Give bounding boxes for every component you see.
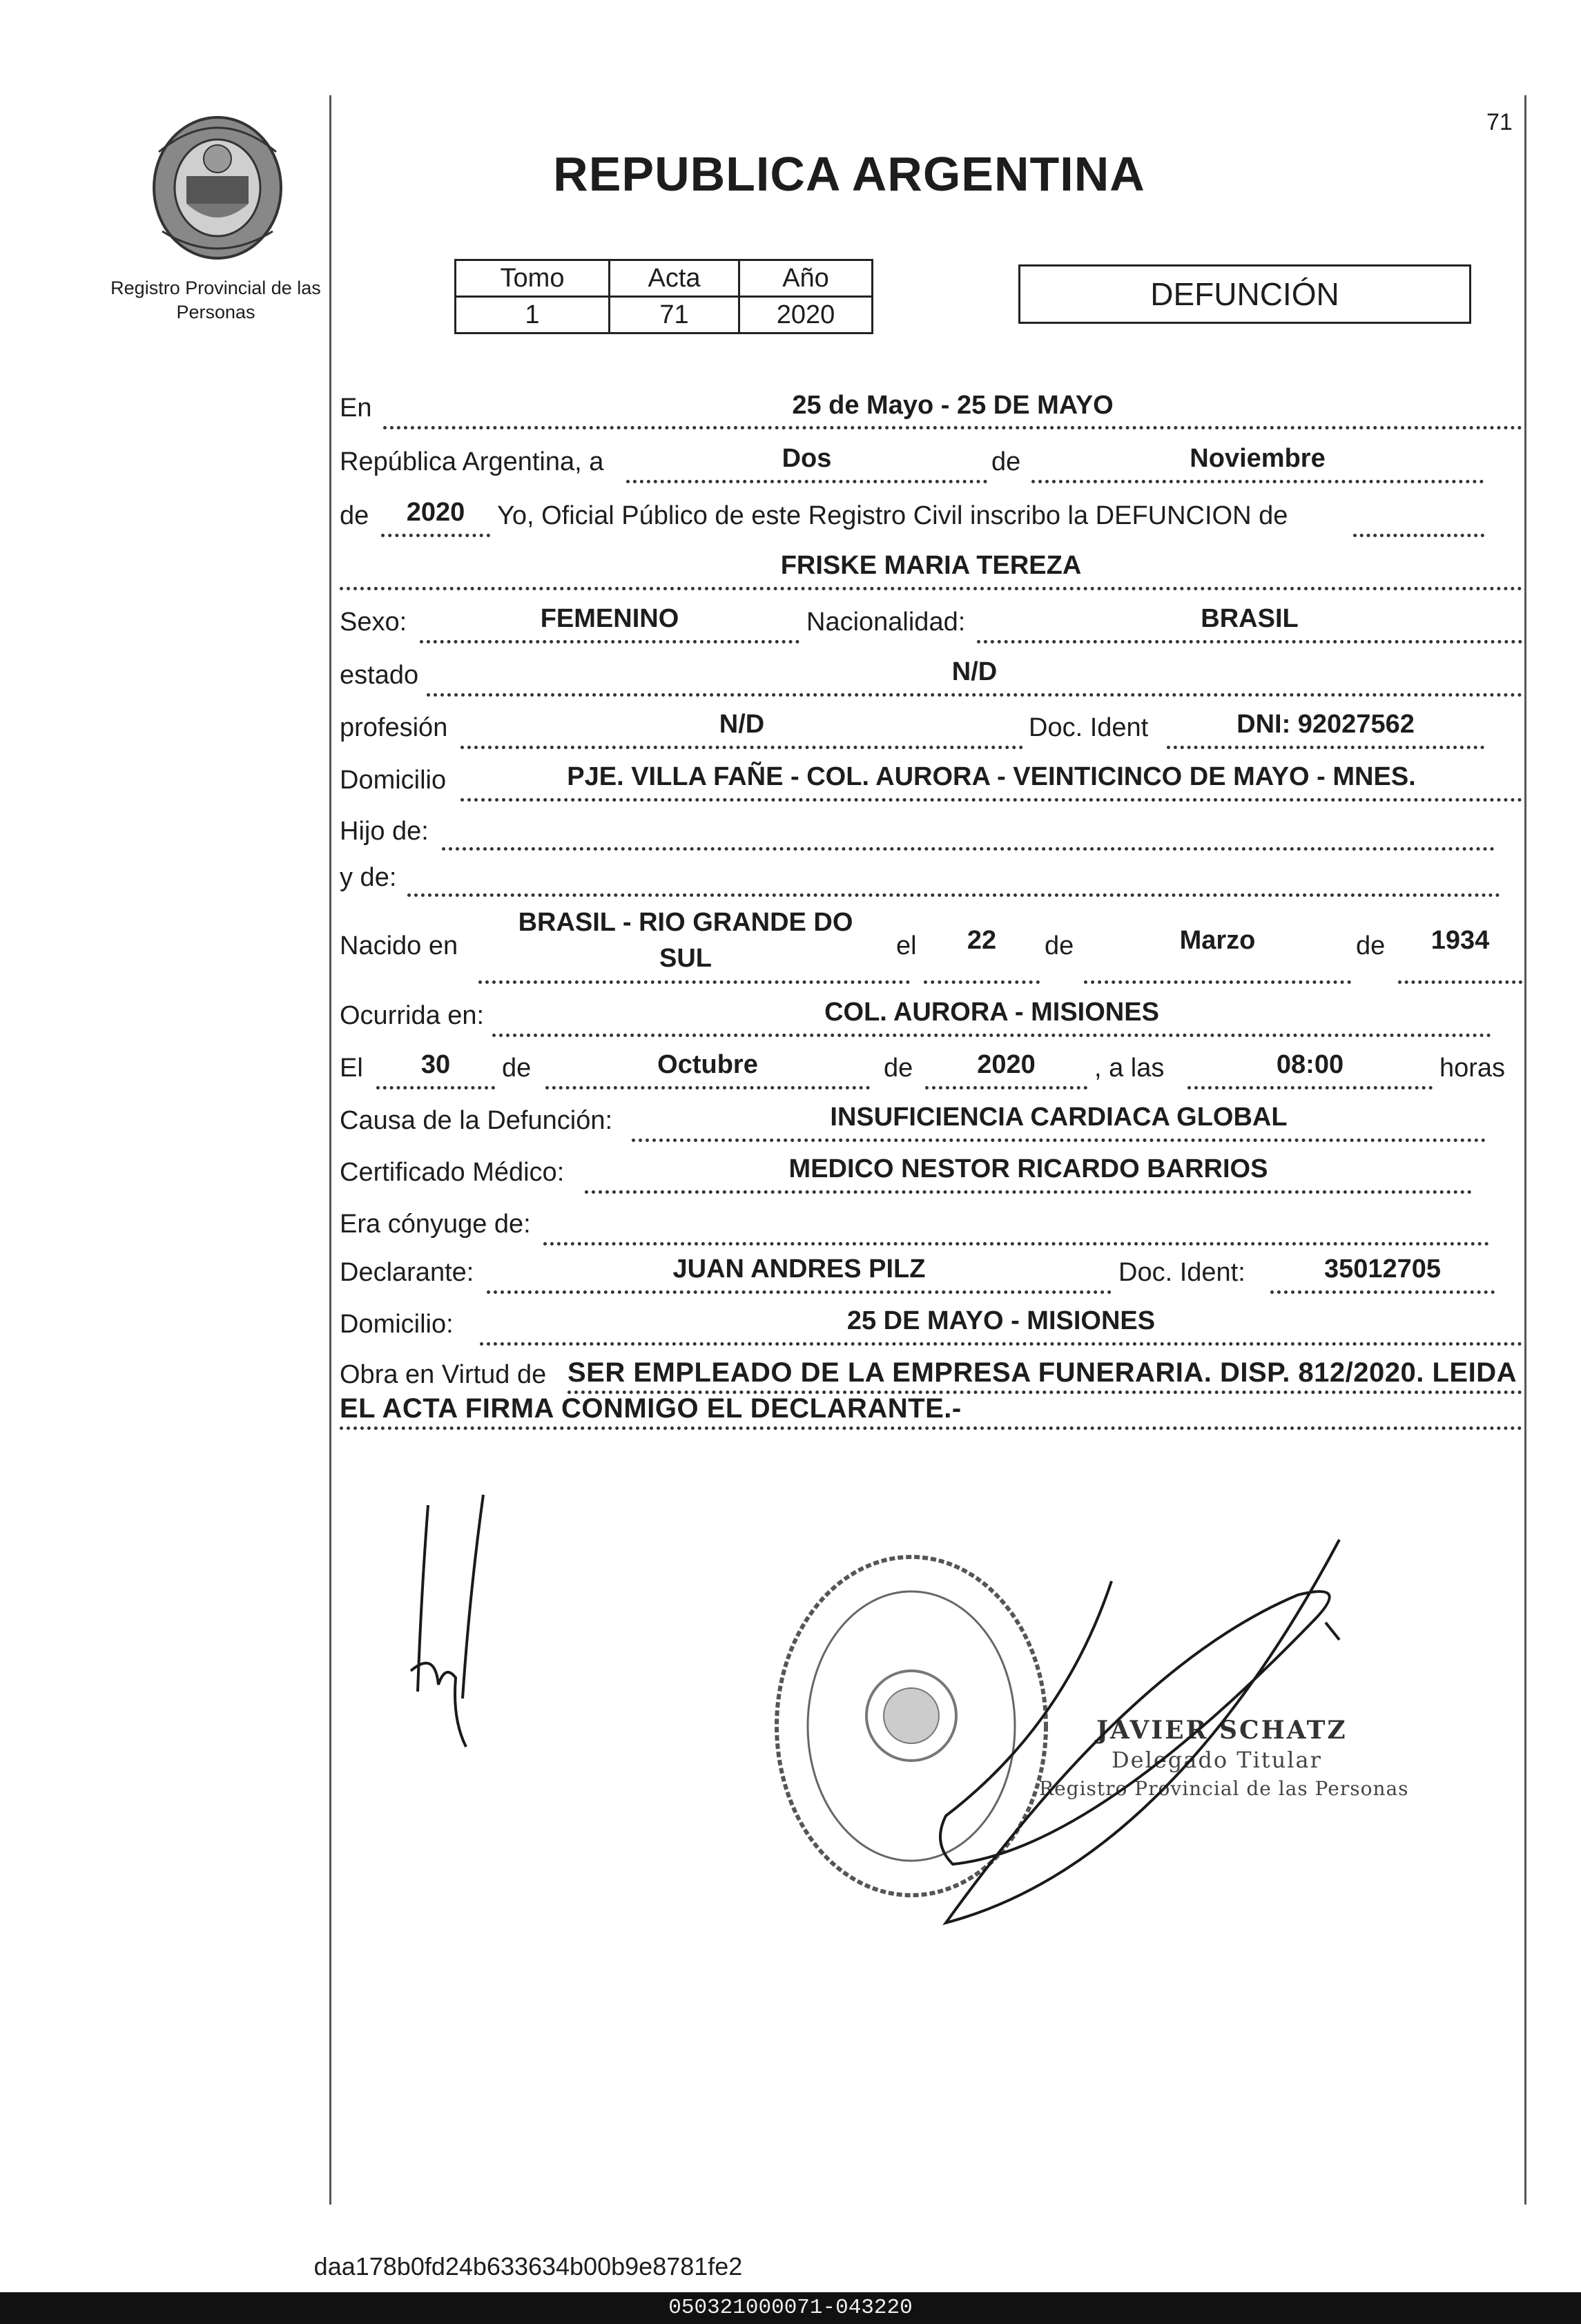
declarante-value: JUAN ANDRES PILZ — [672, 1255, 926, 1284]
officer-signature-icon — [925, 1519, 1408, 1933]
declarante-doc-label: Doc. Ident: — [1118, 1258, 1245, 1287]
death-day-line — [376, 1086, 495, 1090]
declarante-doc-line — [1270, 1290, 1495, 1294]
death-day-value: 30 — [420, 1050, 451, 1079]
declarante-domicilio-line — [480, 1342, 1522, 1346]
birth-month-value: Marzo — [1179, 926, 1256, 955]
declarante-line — [487, 1290, 1112, 1294]
register-value-row — [456, 297, 873, 333]
causa-value: INSUFICIENCIA CARDIACA GLOBAL — [830, 1103, 1288, 1132]
oficial-text: Yo, Oficial Público de este Registro Civil inscribo la DEFUNCION de — [497, 501, 1288, 530]
register-value-tomo: 1 — [456, 297, 610, 333]
de-label-6: de — [884, 1054, 913, 1083]
right-margin-line — [1524, 95, 1526, 2205]
causa-label: Causa de la Defunción: — [340, 1106, 613, 1135]
sexo-line — [420, 640, 799, 643]
register-header-row — [456, 260, 873, 297]
officer-role-stamp: Delegado Titular — [1112, 1747, 1322, 1773]
place-line — [383, 426, 1522, 429]
day-line — [626, 480, 987, 483]
domicilio-value: PJE. VILLA FAÑE - COL. AURORA - VEINTICINCO DE MAYO - MNES. — [567, 762, 1416, 791]
deceased-name-line — [340, 587, 1522, 590]
nacionalidad-line — [977, 640, 1522, 643]
ocurrida-en-line — [492, 1034, 1491, 1037]
page-title: REPUBLICA ARGENTINA — [553, 147, 1145, 201]
de-label: de — [991, 447, 1021, 476]
death-time-line — [1187, 1086, 1433, 1090]
republica-label: República Argentina, a — [340, 447, 604, 476]
register-value-anio: 2020 — [739, 297, 873, 333]
declarante-domicilio-label: Domicilio: — [340, 1310, 454, 1339]
death-year-line — [925, 1086, 1087, 1090]
footer-code: 050321000071-043220 — [0, 2292, 1581, 2324]
hijo-de-line — [442, 847, 1495, 851]
profesion-label: profesión — [340, 713, 448, 742]
doc-ident-line — [1167, 746, 1484, 749]
birth-day-line — [924, 980, 1040, 984]
obra-line-2 — [340, 1426, 1522, 1430]
death-time-value: 08:00 — [1276, 1050, 1344, 1079]
certificado-line — [585, 1190, 1472, 1194]
conyuge-label: Era cónyuge de: — [340, 1210, 531, 1239]
conyuge-line — [543, 1242, 1489, 1246]
register-value-acta: 71 — [610, 297, 739, 333]
sexo-label: Sexo: — [340, 608, 407, 637]
birth-day-value: 22 — [967, 926, 997, 955]
causa-line — [632, 1139, 1486, 1142]
register-header-anio: Año — [739, 260, 873, 297]
page-number: 71 — [1486, 109, 1513, 135]
el-label: el — [896, 931, 917, 960]
profesion-line — [460, 746, 1023, 749]
declarante-doc-value: 35012705 — [1323, 1255, 1442, 1284]
nacido-en-value-line2: SUL — [659, 944, 712, 973]
death-month-value: Octubre — [657, 1050, 758, 1079]
hijo-de-label: Hijo de: — [340, 817, 429, 846]
de-label-5: de — [502, 1054, 532, 1083]
estado-value: N/D — [951, 657, 998, 686]
document-hash: daa178b0fd24b633634b00b9e8781fe2 — [313, 2252, 743, 2281]
de-label-4: de — [1356, 931, 1386, 960]
ocurrida-en-label: Ocurrida en: — [340, 1001, 485, 1030]
month-words-value: Noviembre — [1190, 444, 1326, 473]
birth-year-line — [1398, 980, 1522, 984]
obra-value-line2: EL ACTA FIRMA CONMIGO EL DECLARANTE.- — [340, 1393, 962, 1424]
birth-month-line — [1084, 980, 1351, 984]
domicilio-label: Domicilio — [340, 766, 447, 795]
y-de-line — [407, 893, 1500, 897]
en-label: En — [340, 394, 372, 423]
place-value: 25 de Mayo - 25 DE MAYO — [792, 391, 1114, 420]
ocurrida-en-value: COL. AURORA - MISIONES — [824, 998, 1159, 1027]
certificado-value: MEDICO NESTOR RICARDO BARRIOS — [788, 1154, 1268, 1183]
year-value: 2020 — [406, 498, 465, 527]
sexo-value: FEMENINO — [540, 604, 679, 633]
officer-name-stamp: JAVIER SCHATZ — [1096, 1716, 1348, 1745]
horas-label: horas — [1439, 1054, 1506, 1083]
de-label-2: de — [340, 501, 369, 530]
nacionalidad-value: BRASIL — [1201, 604, 1299, 633]
officer-office-stamp: Registro Provincial de las Personas — [1039, 1777, 1409, 1800]
month-line — [1031, 480, 1484, 483]
domicilio-line — [460, 798, 1522, 802]
birth-year-value: 1934 — [1430, 926, 1490, 955]
nacido-en-value-line1: BRASIL - RIO GRANDE DO — [518, 908, 853, 937]
declarante-label: Declarante: — [340, 1258, 474, 1287]
nacido-en-label: Nacido en — [340, 931, 458, 960]
left-margin-line — [329, 95, 331, 2205]
register-header-acta: Acta — [610, 260, 739, 297]
register-header-tomo: Tomo — [456, 260, 610, 297]
declarant-signature-icon — [387, 1491, 504, 1754]
declarante-domicilio-value: 25 DE MAYO - MISIONES — [846, 1306, 1156, 1335]
el-label-2: El — [340, 1054, 363, 1083]
estado-label: estado — [340, 661, 419, 690]
obra-label: Obra en Virtud de — [340, 1360, 547, 1389]
profesion-value: N/D — [719, 710, 765, 739]
day-words-value: Dos — [782, 444, 832, 473]
doc-ident-label: Doc. Ident — [1029, 713, 1149, 742]
oficial-trailing-line — [1353, 534, 1484, 537]
y-de-label: y de: — [340, 863, 397, 892]
doc-ident-value: DNI: 92027562 — [1236, 710, 1415, 739]
obra-value-line1: SER EMPLEADO DE LA EMPRESA FUNERARIA. DISP. 812/2020. LEIDA — [568, 1357, 1517, 1388]
a-las-label: , a las — [1094, 1054, 1165, 1083]
year-line — [381, 534, 490, 537]
register-table — [454, 259, 873, 334]
de-label-3: de — [1045, 931, 1074, 960]
nacido-en-line — [478, 980, 910, 984]
death-month-line — [545, 1086, 870, 1090]
deceased-name-value: FRISKE MARIA TEREZA — [780, 551, 1082, 580]
certificado-label: Certificado Médico: — [340, 1158, 565, 1187]
document-type-box: DEFUNCIÓN — [1018, 264, 1471, 324]
nacionalidad-label: Nacionalidad: — [806, 608, 966, 637]
death-year-value: 2020 — [977, 1050, 1036, 1079]
estado-line — [427, 693, 1522, 697]
registry-office-name: Registro Provincial de las Personas — [110, 278, 321, 322]
